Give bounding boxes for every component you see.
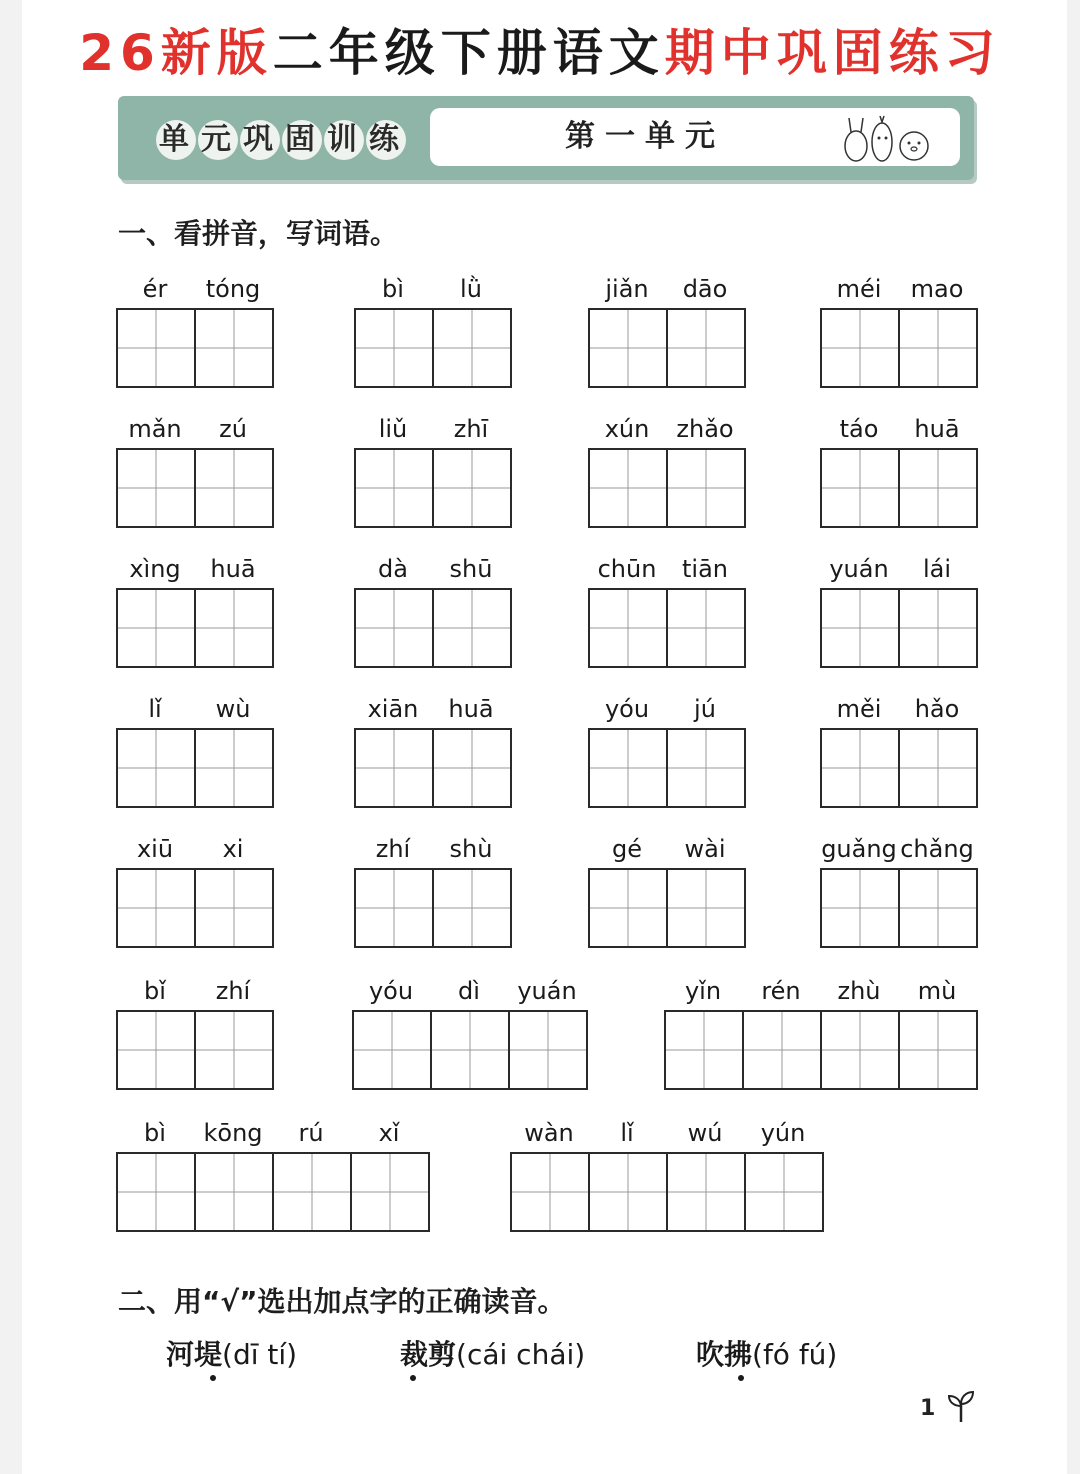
tianzige-grid (820, 588, 978, 668)
tianzige-grid (352, 1010, 588, 1090)
pinyin-syllable: kōng (203, 1119, 263, 1147)
pinyin-syllable: ér (142, 275, 168, 303)
pinyin-syllable: xún (604, 415, 650, 443)
banner-char: 巩 (240, 120, 280, 160)
pinyin-syllable: yǐn (684, 977, 722, 1005)
section-1-heading: 一、看拼音，写词语。 (118, 217, 399, 250)
tianzige-grid (116, 448, 274, 528)
page-title (0, 18, 1080, 88)
tianzige-grid (820, 868, 978, 948)
writing-cell[interactable] (356, 590, 432, 666)
unit-name: 第一单元 (565, 119, 725, 154)
pinyin-syllable: lái (922, 555, 952, 583)
tianzige-grid (354, 448, 512, 528)
writing-cell[interactable] (194, 870, 272, 946)
pinyin-syllable: wù (215, 695, 251, 723)
pinyin-syllable: lǐ (620, 1119, 634, 1147)
writing-cell[interactable] (354, 1012, 430, 1088)
tianzige-grid (820, 308, 978, 388)
writing-cell[interactable] (898, 1012, 976, 1088)
pinyin-syllable: gé (612, 835, 642, 863)
writing-cell[interactable] (356, 450, 432, 526)
writing-cell[interactable] (508, 1012, 586, 1088)
writing-cell[interactable] (356, 870, 432, 946)
writing-cell[interactable] (118, 1012, 194, 1088)
pinyin-syllable: guǎng (821, 835, 897, 863)
pinyin-syllable: dāo (682, 275, 728, 303)
writing-cell[interactable] (432, 450, 510, 526)
emphasis-dot-icon (410, 1375, 416, 1381)
writing-cell[interactable] (820, 1012, 898, 1088)
pinyin-syllable: zú (219, 415, 247, 443)
tianzige-grid (116, 588, 274, 668)
tianzige-grid (116, 308, 274, 388)
pinyin-syllable: mao (910, 275, 964, 303)
pinyin-syllable: jú (694, 695, 716, 723)
cartoon-critters-icon (836, 112, 946, 164)
choice-options[interactable]: (cái chái) (456, 1338, 586, 1371)
pinyin-syllable: wàn (524, 1119, 574, 1147)
sprout-icon (946, 1390, 976, 1424)
writing-cell[interactable] (590, 730, 666, 806)
pinyin-syllable: shù (449, 835, 493, 863)
writing-cell[interactable] (898, 310, 976, 386)
writing-cell[interactable] (666, 1012, 742, 1088)
pinyin-syllable: xiū (136, 835, 174, 863)
pinyin-syllable: yóu (604, 695, 650, 723)
writing-cell[interactable] (194, 450, 272, 526)
pinyin-syllable: měi (836, 695, 882, 723)
pinyin-syllable: yuán (829, 555, 889, 583)
writing-cell[interactable] (590, 310, 666, 386)
writing-cell[interactable] (430, 1012, 508, 1088)
writing-cell[interactable] (822, 730, 898, 806)
pinyin-syllable: yóu (368, 977, 414, 1005)
choice-item (696, 1335, 837, 1375)
emphasis-dot-icon (738, 1375, 744, 1381)
writing-cell[interactable] (356, 310, 432, 386)
choice-options[interactable]: (dī tí) (222, 1338, 298, 1371)
writing-cell[interactable] (590, 870, 666, 946)
writing-cell[interactable] (194, 590, 272, 666)
pinyin-syllable: rén (761, 977, 801, 1005)
pinyin-syllable: jiǎn (605, 275, 649, 303)
pinyin-syllable: dà (378, 555, 408, 583)
writing-cell[interactable] (118, 730, 194, 806)
banner-label (140, 110, 422, 166)
writing-cell[interactable] (666, 1154, 744, 1230)
writing-cell[interactable] (822, 590, 898, 666)
pinyin-syllable: mǎn (128, 415, 182, 443)
writing-cell[interactable] (666, 310, 744, 386)
page-number: 1 (920, 1396, 936, 1421)
writing-cell[interactable] (898, 590, 976, 666)
pinyin-syllable: zhí (375, 835, 411, 863)
writing-cell[interactable] (432, 590, 510, 666)
writing-cell[interactable] (822, 450, 898, 526)
pinyin-syllable: dì (458, 977, 480, 1005)
tianzige-grid (588, 448, 746, 528)
choice-item (166, 1335, 297, 1375)
pinyin-syllable: hǎo (914, 695, 960, 723)
writing-cell[interactable] (590, 590, 666, 666)
pinyin-syllable: zhù (837, 977, 881, 1005)
pinyin-syllable: tiān (682, 555, 728, 583)
pinyin-syllable: bì (144, 1119, 166, 1147)
banner-char: 元 (198, 120, 238, 160)
writing-cell[interactable] (194, 1154, 272, 1230)
writing-cell[interactable] (350, 1154, 428, 1230)
title-part-3: 期中巩固练习 (664, 24, 1001, 82)
tianzige-grid (354, 728, 512, 808)
pinyin-syllable: huā (914, 415, 960, 443)
writing-cell[interactable] (194, 310, 272, 386)
writing-cell[interactable] (588, 1154, 666, 1230)
choice-word: 裁剪 (400, 1338, 457, 1371)
tianzige-grid (510, 1152, 824, 1232)
writing-cell[interactable] (118, 590, 194, 666)
banner-char: 训 (324, 120, 364, 160)
pinyin-syllable: zhī (453, 415, 489, 443)
writing-cell[interactable] (666, 870, 744, 946)
writing-cell[interactable] (666, 590, 744, 666)
tianzige-grid (820, 448, 978, 528)
writing-cell[interactable] (666, 450, 744, 526)
writing-cell[interactable] (666, 730, 744, 806)
pinyin-syllable: huā (448, 695, 494, 723)
tianzige-grid (588, 588, 746, 668)
writing-cell[interactable] (194, 730, 272, 806)
tianzige-grid (664, 1010, 978, 1090)
choice-options[interactable]: (fó fú) (752, 1338, 838, 1371)
choice-word: 河堤 (166, 1338, 223, 1371)
pinyin-syllable: chǎng (900, 835, 974, 863)
pinyin-syllable: yuán (517, 977, 577, 1005)
pinyin-syllable: tóng (205, 275, 261, 303)
pinyin-syllable: zhǎo (676, 415, 734, 443)
writing-cell[interactable] (356, 730, 432, 806)
choice-item (400, 1335, 585, 1375)
writing-cell[interactable] (898, 450, 976, 526)
pinyin-syllable: xiān (367, 695, 419, 723)
tianzige-grid (116, 868, 274, 948)
writing-cell[interactable] (118, 870, 194, 946)
pinyin-syllable: xi (222, 835, 244, 863)
writing-cell[interactable] (432, 310, 510, 386)
pinyin-syllable: liǔ (378, 415, 408, 443)
banner-char: 练 (366, 120, 406, 160)
writing-cell[interactable] (118, 1154, 194, 1230)
pinyin-syllable: wú (687, 1119, 723, 1147)
pinyin-syllable: táo (839, 415, 879, 443)
pinyin-syllable: yún (760, 1119, 806, 1147)
pinyin-syllable: xǐ (378, 1119, 400, 1147)
writing-cell[interactable] (822, 870, 898, 946)
tianzige-grid (354, 308, 512, 388)
writing-cell[interactable] (898, 730, 976, 806)
writing-cell[interactable] (742, 1012, 820, 1088)
pinyin-syllable: huā (210, 555, 256, 583)
tianzige-grid (116, 728, 274, 808)
tianzige-grid (354, 868, 512, 948)
pinyin-syllable: xìng (129, 555, 181, 583)
pinyin-syllable: méi (836, 275, 882, 303)
choice-word: 吹拂 (696, 1338, 753, 1371)
pinyin-syllable: rú (298, 1119, 324, 1147)
tianzige-grid (588, 308, 746, 388)
writing-cell[interactable] (118, 450, 194, 526)
writing-cell[interactable] (822, 310, 898, 386)
writing-cell[interactable] (432, 870, 510, 946)
pinyin-syllable: bì (382, 275, 404, 303)
pinyin-syllable: lǐ (148, 695, 162, 723)
banner-char: 固 (282, 120, 322, 160)
title-part-2: 二年级下册语文 (272, 24, 665, 82)
tianzige-grid (116, 1010, 274, 1090)
tianzige-grid (588, 868, 746, 948)
writing-cell[interactable] (272, 1154, 350, 1230)
pinyin-syllable: wài (684, 835, 726, 863)
tianzige-grid (116, 1152, 430, 1232)
unit-banner (118, 96, 974, 180)
pinyin-syllable: shū (449, 555, 493, 583)
pinyin-syllable: bǐ (144, 977, 166, 1005)
pinyin-syllable: mù (917, 977, 957, 1005)
pinyin-syllable: zhí (215, 977, 251, 1005)
tianzige-grid (588, 728, 746, 808)
writing-cell[interactable] (512, 1154, 588, 1230)
title-part-1: 26新版 (79, 24, 273, 82)
tianzige-grid (820, 728, 978, 808)
emphasis-dot-icon (210, 1375, 216, 1381)
unit-name-box (430, 108, 960, 166)
reading-choices (0, 1335, 1080, 1385)
writing-cell[interactable] (590, 450, 666, 526)
writing-cell[interactable] (118, 310, 194, 386)
banner-char: 单 (156, 120, 196, 160)
pinyin-syllable: chūn (597, 555, 657, 583)
writing-cell[interactable] (898, 870, 976, 946)
writing-cell[interactable] (194, 1012, 272, 1088)
writing-cell[interactable] (744, 1154, 822, 1230)
writing-cell[interactable] (432, 730, 510, 806)
tianzige-grid (354, 588, 512, 668)
section-2-heading: 二、用“√”选出加点字的正确读音。 (118, 1285, 566, 1318)
pinyin-syllable: lǜ (460, 275, 482, 303)
